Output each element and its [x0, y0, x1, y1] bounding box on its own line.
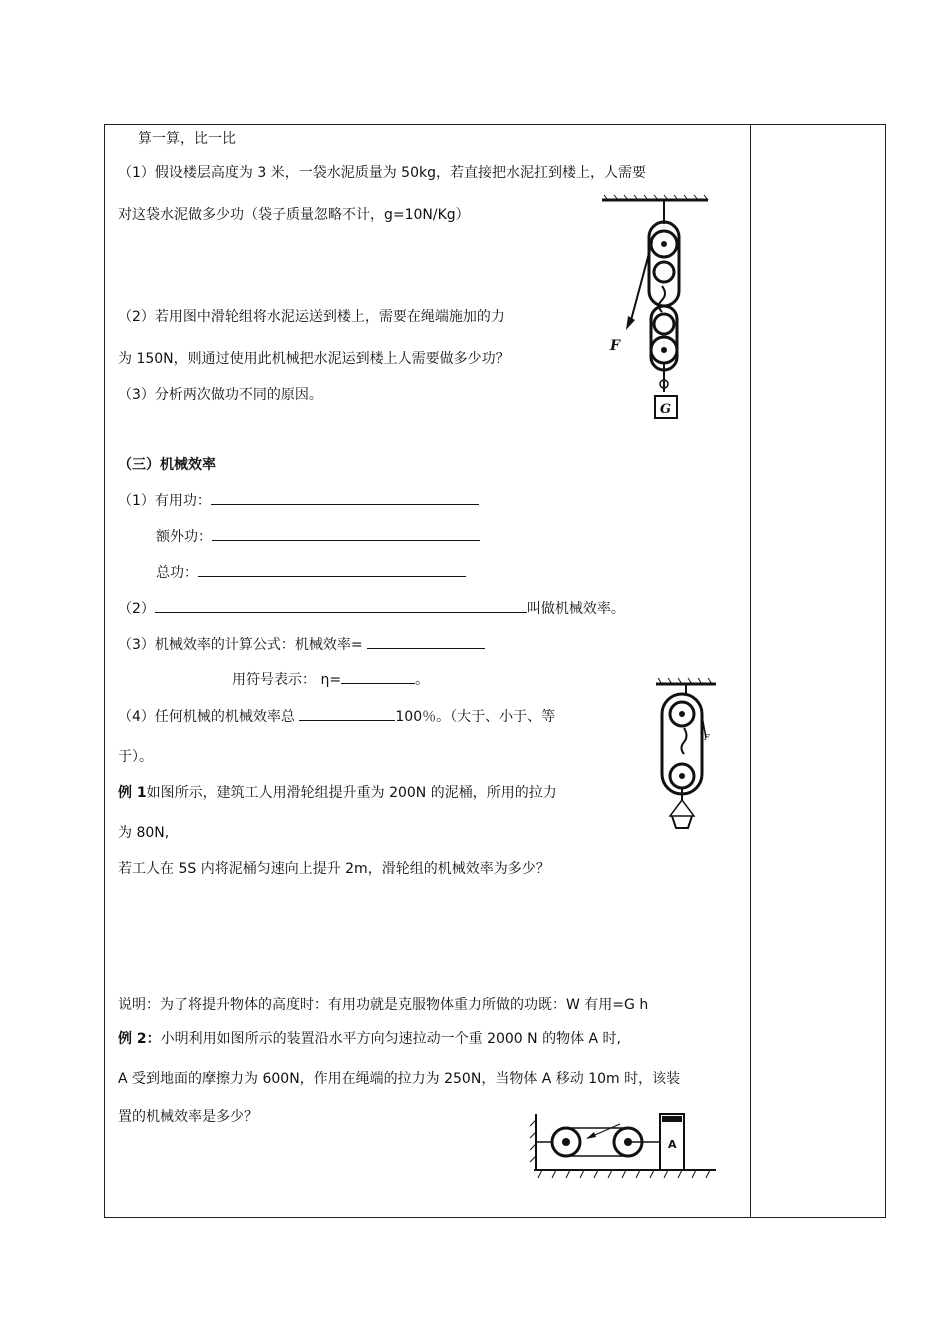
example-1-line-1: 如图所示，建筑工人用滑轮组提升重为 200N 的泥桶，所用的拉力	[146, 785, 557, 801]
item-4-blank[interactable]	[299, 708, 395, 721]
useful-work-label: （1）有用功：	[118, 493, 211, 509]
symbol-eq: η=	[320, 672, 342, 688]
question-2-line-2: 为 150N，则通过使用此机械把水泥运到楼上人需要做多少功？	[118, 351, 510, 367]
block-label: A	[668, 1138, 677, 1151]
item-3-label: （3）机械效率的计算公式：机械效率=	[118, 637, 363, 653]
note-line: 说明：为了将提升物体的高度时：有用功就是克服物体重力所做的功既：W 有用=G h	[118, 997, 649, 1013]
example-1-row	[118, 784, 557, 802]
symbol-label: 用符号表示：	[232, 672, 316, 688]
example-2-row	[118, 1030, 621, 1048]
table-frame	[104, 124, 886, 1218]
question-3: （3）分析两次做功不同的原因。	[118, 387, 323, 403]
item-3-blank[interactable]	[367, 636, 485, 649]
item-4-row	[118, 708, 555, 726]
force-label: F	[610, 338, 620, 354]
example-2-line-1: 小明利用如图所示的装置沿水平方向匀速拉动一个重 2000 N 的物体 A 时,	[160, 1031, 622, 1047]
svg-text:F: F	[704, 733, 710, 742]
total-work-label: 总功：	[156, 565, 198, 581]
example-1-label: 例 1	[118, 785, 147, 801]
section-3-title: （三）机械效率	[118, 457, 216, 473]
extra-work-row	[156, 528, 480, 546]
example-2-line-3: 置的机械效率是多少？	[118, 1109, 258, 1125]
example-2-label: 例 2：	[118, 1031, 161, 1047]
useful-work-row	[118, 492, 479, 510]
useful-work-blank[interactable]	[211, 492, 479, 505]
question-1-line-2: 对这袋水泥做多少功（袋子质量忽略不计，g=10N/Kg）	[118, 207, 470, 223]
question-1-line-1: （1）假设楼层高度为 3 米，一袋水泥质量为 50kg，若直接把水泥扛到楼上，人需要	[118, 165, 646, 181]
symbol-row	[232, 671, 429, 689]
item-4-suffix: 100％。（大于、小于、等	[395, 709, 556, 725]
example-2-line-2: A 受到地面的摩擦力为 600N，作用在绳端的拉力为 250N，当物体 A 移动 10m 时，该装	[118, 1071, 681, 1087]
item-2-suffix: 叫做机械效率。	[526, 601, 625, 617]
item-2-blank[interactable]	[155, 600, 527, 613]
item-2-row	[118, 600, 625, 618]
symbol-end: 。	[415, 672, 430, 688]
weight-label: G	[660, 402, 672, 417]
example-1-line-2: 为 80N,	[118, 825, 170, 841]
item-4-prefix: （4）任何机械的机械效率总	[118, 709, 295, 725]
pulley-block-figure	[596, 194, 714, 426]
example-1-line-3: 若工人在 5S 内将泥桶匀速向上提升 2m，滑轮组的机械效率为多少？	[118, 861, 550, 877]
item-2-prefix: （2）	[118, 601, 155, 617]
total-work-row	[156, 564, 466, 582]
horizontal-pulley-figure	[528, 1110, 720, 1182]
item-3-row	[118, 636, 485, 654]
question-2-line-1: （2）若用图中滑轮组将水泥运送到楼上，需要在绳端施加的力	[118, 309, 505, 325]
section-intro: 算一算，比一比	[138, 131, 236, 147]
extra-work-label: 额外功：	[156, 529, 212, 545]
item-4-line-2: 于）。	[118, 749, 153, 765]
table-column-divider	[750, 124, 751, 1218]
extra-work-blank[interactable]	[212, 528, 480, 541]
bucket-pulley-figure	[654, 676, 722, 838]
total-work-blank[interactable]	[198, 564, 466, 577]
symbol-blank[interactable]	[341, 671, 415, 684]
